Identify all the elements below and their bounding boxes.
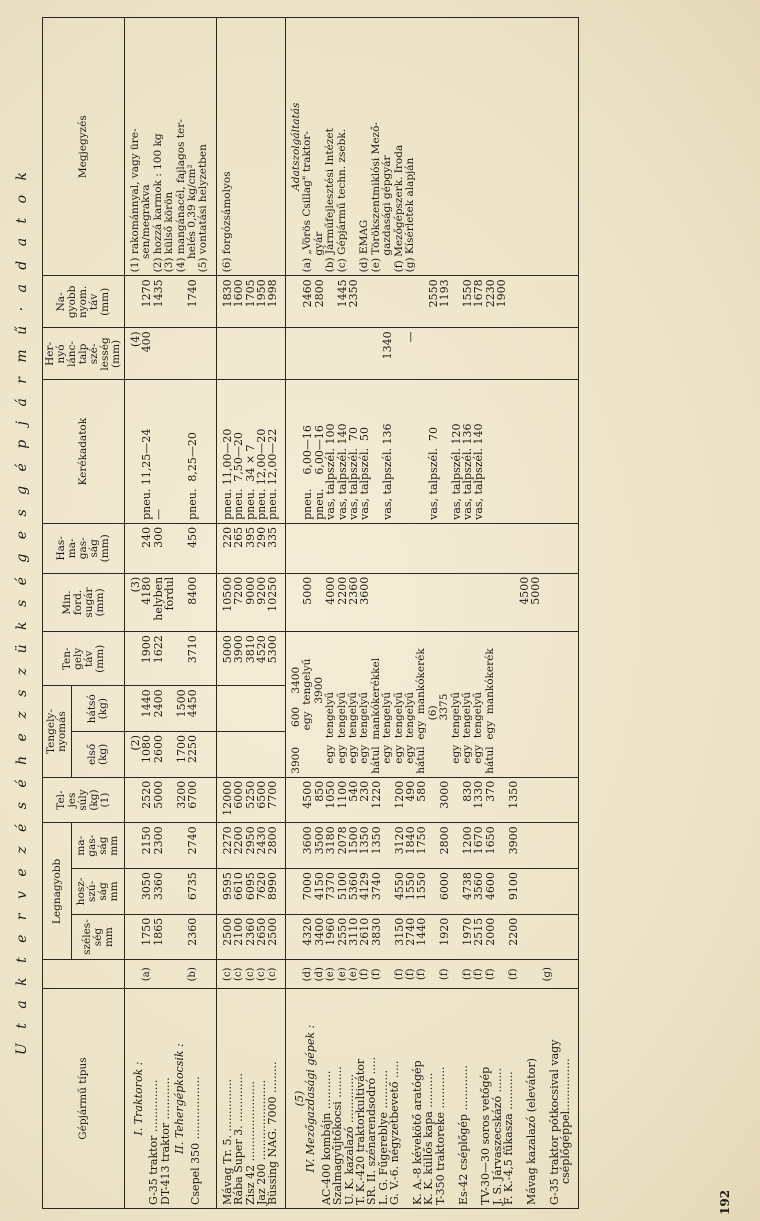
total-weight-values: 12000 6000 5250 6500 7700: [216, 777, 285, 823]
col-axle-front: első (kg): [72, 732, 125, 778]
turning-radius-values: (3) 4180 helyben fordul 8400: [125, 573, 217, 631]
col-length: hosz- szú- ság mm: [72, 869, 125, 915]
length-values: 3050 3360 6735: [125, 869, 217, 915]
rear-axle-values: 1440 2400 1500 4450: [125, 686, 217, 732]
section-title: II. Tehergépkocsik :: [173, 1043, 187, 1154]
source-codes: (c) (c) (c) (c) (c): [216, 960, 285, 989]
section-title: (5) IV. Mezőgazdasági gépek :: [292, 1024, 318, 1173]
col-largest: Legnagyobb: [43, 823, 72, 960]
total-weight-values: 4500 850 1050 1100 540 230 1220 1200 490 580 3000 830 1330 370 1350: [285, 777, 578, 823]
table-row: [216, 18, 285, 1209]
notes-subheading: Adatszolgáltatás: [289, 102, 302, 191]
notes-values: (a) „Vörös Csillag" traktor- gyár (b) Járműfejlesztési Intézet (c) Gépjármű techn. zsebk. (d) EMAG (e) Törökszentmiklósi Mező- gazdasági gépgyár (f) Mezőgépszerk. Iroda (g) Kísérletek alapján: [301, 122, 416, 273]
col-axle-rear: hátsó (kg): [72, 686, 125, 732]
height-values: 2270 2200 2950 2430 2800: [216, 823, 285, 869]
col-ground-clearance: Has- ma- gas- ság (mm): [43, 523, 125, 573]
track-values: 1270 1435 1740: [125, 276, 217, 328]
col-turning-radius: Min. ford. sugár (mm): [43, 573, 125, 631]
col-width: széles- ség mm: [72, 914, 125, 960]
length-values: 7000 4150 7370 5100 5360 4129 3740 4550 1550 1550 6000 4738 3560 4600 9100: [285, 869, 578, 915]
wheel-data-values: pneu. 6,00—16 pneu. 6,00—16 vas, talpszél. 100 vas, talpszél. 140 vas, talpszél. 70 vas, talpszél. 50 vas, talpszél. 136 vas, talpszél. 70 vas, talpszél. 120 vas, talpszél. 136 vas, talpszél. 140: [285, 380, 578, 523]
wheel-data-values: pneu. 11,00—20 pneu. 7,50—20 pneu. 34 × 7 pneu. 12,00—20 pneu. 12,00—22: [216, 380, 285, 523]
col-source: [43, 960, 125, 989]
source-codes: (a) (b): [125, 960, 217, 989]
col-notes: Megjegyzés: [43, 18, 125, 276]
front-axle-values: (2) 1080 2600 1700 2250: [125, 732, 217, 778]
col-height: ma- gas- ság mm: [72, 823, 125, 869]
clearance-values: 220 265 395 290 335: [216, 523, 285, 573]
table-row: [285, 18, 578, 1209]
wheelbase-values: 5000 3900 3810 4520 5300: [216, 632, 285, 686]
source-codes: (d) (d) (e) (e) (e) (f) (f) (f) (f) (f) (f) (f) (f) (f) (f) (g): [285, 960, 578, 989]
wheel-data-values: pneu. 11,25—24 — pneu. 8,25—20: [125, 380, 217, 523]
col-wheel-data: Kerékadatok: [43, 380, 125, 523]
track-width-values: (4) 400: [125, 328, 217, 380]
track-values: 2460 2800 1445 2350 2550 1193 1550 1678 2230 1900: [285, 276, 578, 328]
turning-radius-values: 10500 7200 9000 9200 10250: [216, 573, 285, 631]
track-width-values: 1340 —: [285, 328, 578, 380]
col-axle-load: Tengely- nyomás: [43, 686, 72, 777]
notes-values: (6) forgózsámolyos: [216, 18, 285, 276]
height-values: 3600 3500 3180 2078 1500 1350 1350 3120 1840 1750 2800 1200 1670 1650 3900: [285, 823, 578, 869]
col-total-weight: Tel- jes súly (kg) (1): [43, 777, 125, 823]
running-header: U t a k t e r v e z é s é h e z s z ü k s é g e s g é p j á r m ű · a d a t o k: [14, 167, 30, 1055]
vehicle-names: AC-400 kombájn ........... Szalmagyűjtőkocsi ......... U. K. kazalazó .............. T. K.-420 traktorkultivátor SR. II. szénarendsodró ..... L. G. Fűgereblye ........... G. V.-6. négyzetbevető ..... K. A.-8 kévekötő aratógép K. K. küllős kapa .......... T-350 traktoreke ............ Es-42 cséplőgép ............. TV-30—30 soros vetőgép J. S. Járvaszecskázó ....... F. K.-4,5 fűkasza ........... Mávag kazalazó (elevátor) G-35 traktor pótkocsival vagy cséplőgéppel...............: [319, 1039, 573, 1205]
vehicle-names: G-35 traktor ............... DT-413 traktor ............: [147, 1077, 172, 1205]
turning-radius-values: 5000 4000 2200 2360 3600 4500 5000: [285, 573, 578, 631]
clearance-values: 240 300 450: [125, 523, 217, 573]
col-type: Gépjármű típus: [43, 989, 125, 1209]
vehicle-names: Mávag Tr. 5. ............... Rába Super 3. .............. Zisz 42 ....................... Jaz 200 ....................... Büssing NAG. 7000 .........: [216, 989, 285, 1209]
length-values: 9595 6610 6095 7620 8990: [216, 869, 285, 915]
vehicle-names: Csepel 350 ..................: [188, 1076, 202, 1205]
height-values: 2150 2300 2740: [125, 823, 217, 869]
col-track: Na- gyobb nyom. táv (mm): [43, 276, 125, 328]
col-wheelbase: Ten- gely táv (mm): [43, 632, 125, 686]
width-values: 4320 3400 1960 2550 3110 2610 3830 3150 2740 1440 1920 1970 2515 2000 2200: [285, 914, 578, 960]
section-title: I. Traktorok :: [132, 1061, 145, 1136]
width-values: 1750 1865 2360: [125, 914, 217, 960]
axle-and-wheelbase-values: 3900 600 3400 egy tengelyű 3900 egy tengelyű egy tengelyű egy tengelyű egy tengelyű hátul mankókerékkel egy tengelyű egy tengelyű egy tengelyű hátul egy mankókerék (6) 3375 egy tengelyű egy tengelyű egy tengelyű hátul egy mankókerék: [285, 632, 578, 778]
width-values: 2500 2100 2360 2650 2500: [216, 914, 285, 960]
track-values: 1830 1600 1705 1950 1998: [216, 276, 285, 328]
vehicle-data-table: [42, 17, 579, 1209]
wheelbase-values: 1900 1622 3710: [125, 632, 217, 686]
col-track-width: Her- nyó lánc- talp szé- lesség (mm): [43, 328, 125, 380]
total-weight-values: 2520 5000 3200 6700: [125, 777, 217, 823]
notes-values: (1) rakománnyal, vagy üre- sen/megrakva (2) hozzá karmok : 100 kg (3) külső körön (4) mangánacél, fajlagos ter- helés 0,39 kg/cm² (5) vontatási helyzetben: [125, 18, 217, 276]
page-number: 192: [718, 1189, 732, 1215]
table-row: [125, 18, 217, 1209]
